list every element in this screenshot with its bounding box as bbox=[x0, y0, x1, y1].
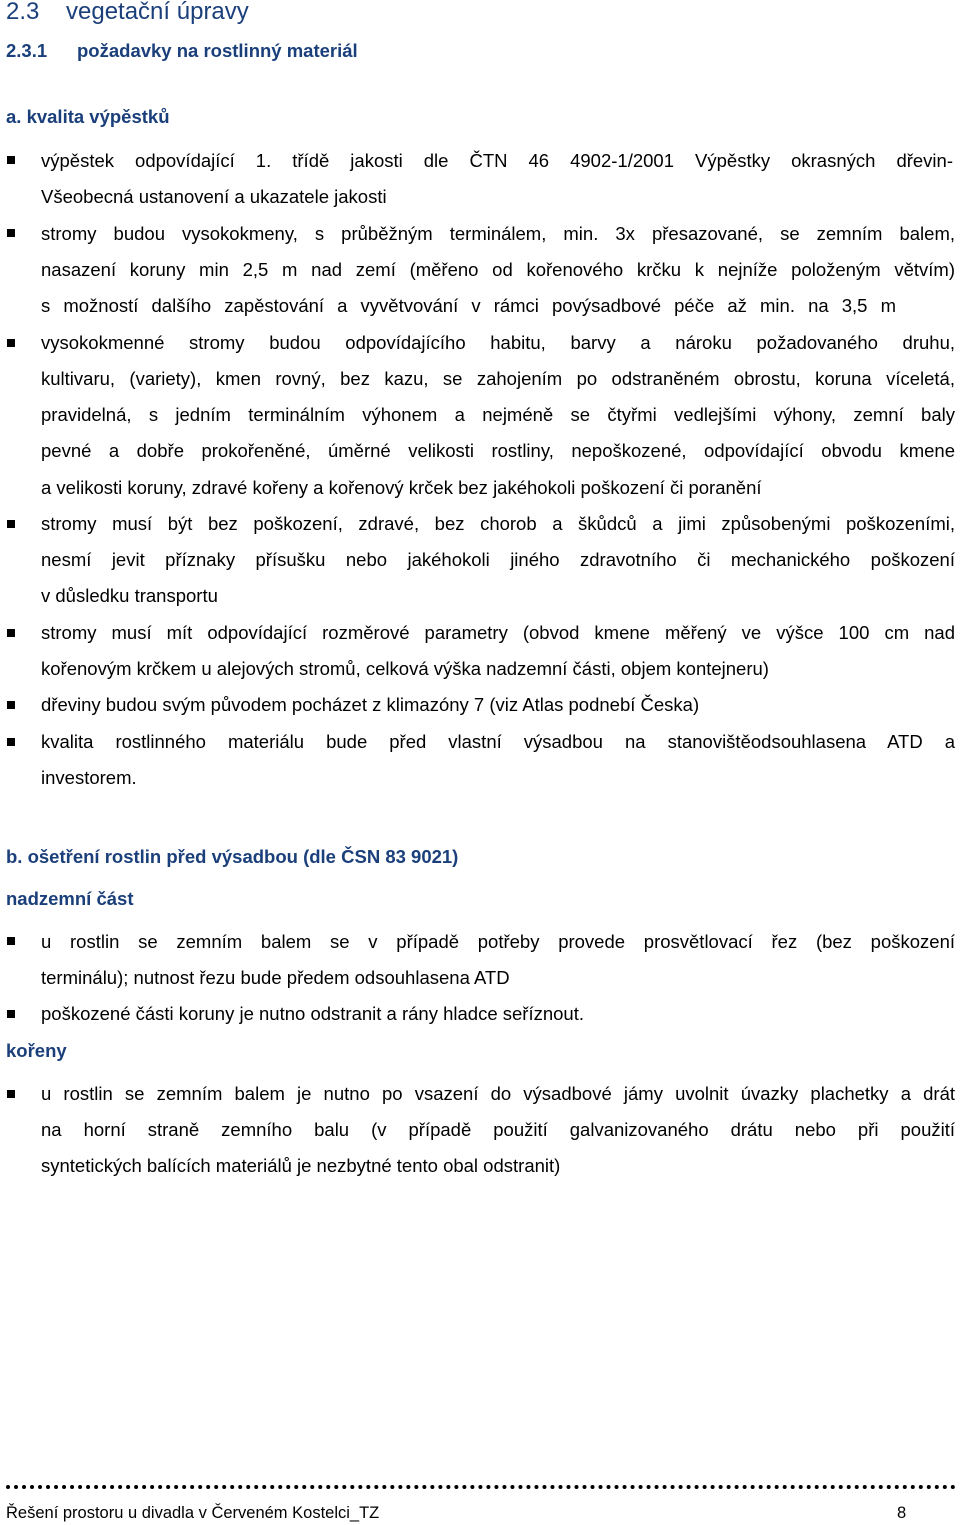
bullet-icon bbox=[7, 229, 15, 237]
item-line: dřeviny budou svým původem pocházet z klimazóny 7 (viz Atlas podnebí Česka) bbox=[41, 694, 700, 715]
item-line: investorem. bbox=[41, 767, 137, 788]
bullet-icon bbox=[7, 156, 15, 164]
bullet-icon bbox=[7, 937, 15, 945]
item-line: nasazení koruny min 2,5 m nad zemí (měřeno od kořenového krčku k nejníže položeným větvím) bbox=[41, 259, 955, 280]
section-heading bbox=[6, 0, 249, 26]
subsection-number: 2.3.1 bbox=[6, 40, 48, 61]
subsection-title: požadavky na rostlinný materiál bbox=[77, 40, 358, 61]
item-line: výpěstek odpovídající 1. třídě jakosti dle ČTN 46 4902-1/2001 Výpěstky okrasných dřevin- bbox=[41, 150, 953, 171]
item-line: vysokokmenné stromy budou odpovídajícího habitu, barvy a nároku požadovaného druhu, bbox=[41, 332, 955, 353]
page-number: 8 bbox=[897, 1504, 907, 1522]
item-line: u rostlin se zemním balem je nutno po vsazení do výsadbové jámy uvolnit úvazky plachetky a drát bbox=[41, 1083, 955, 1104]
item-line: kvalita rostlinného materiálu bude před vlastní výsadbou na stanovištěodsouhlasena ATD a bbox=[41, 731, 955, 752]
bullet-icon bbox=[7, 629, 15, 637]
bullet-icon bbox=[7, 738, 15, 746]
item-line: pevné a dobře prokořeněné, úměrné velikosti rostliny, nepoškozené, odpovídající obvodu kmene bbox=[41, 440, 955, 461]
item-line: v důsledku transportu bbox=[41, 585, 218, 606]
footer-title: Řešení prostoru u divadla v Červeném Kostelci_TZ bbox=[6, 1504, 380, 1522]
item-line: kultivaru, (variety), kmen rovný, bez kazu, se zahojením po odstraněném obrostu, koruna víceletá, bbox=[41, 368, 955, 389]
section-title: vegetační úpravy bbox=[66, 0, 249, 25]
section-a-title: a. kvalita výpěstků bbox=[6, 106, 170, 127]
item-line: u rostlin se zemním balem se v případě potřeby provede prosvětlovací řez (bez poškození bbox=[41, 931, 955, 952]
item-line: stromy musí být bez poškození, zdravé, bez chorob a škůdců a jimi způsobenými poškozeními, bbox=[41, 513, 955, 534]
bullet-icon bbox=[7, 520, 15, 528]
item-line: terminálu); nutnost řezu bude předem odsouhlasena ATD bbox=[41, 967, 510, 988]
bullet-icon bbox=[7, 1090, 15, 1098]
item-line: Všeobecná ustanovení a ukazatele jakosti bbox=[41, 186, 387, 207]
item-line: nesmí jevit příznaky přísušku nebo jakéhokoli jiného zdravotního či mechanického poškození bbox=[41, 549, 955, 570]
footer-divider bbox=[6, 1485, 956, 1489]
item-line: poškozené části koruny je nutno odstranit a rány hladce seříznout. bbox=[41, 1003, 584, 1024]
bullet-icon bbox=[7, 1010, 15, 1018]
section-number: 2.3 bbox=[6, 0, 40, 25]
bullet-icon bbox=[7, 339, 15, 347]
item-line: pravidelná, s jedním terminálním výhonem a nejméně se čtyřmi vedlejšími výhony, zemní baly bbox=[41, 404, 955, 425]
bullet-icon bbox=[7, 701, 15, 709]
item-line: stromy budou vysokokmeny, s průběžným terminálem, min. 3x přesazované, se zemním balem, bbox=[41, 223, 955, 244]
item-line: s možností dalšího zapěstování a vyvětvování v rámci povýsadbové péče až min. na 3,5 m bbox=[41, 295, 896, 316]
section-b-title: b. ošetření rostlin před výsadbou (dle ČSN 83 9021) bbox=[6, 846, 459, 867]
item-line: na horní straně zemního balu (v případě použití galvanizovaného drátu nebo při použití bbox=[41, 1119, 955, 1140]
item-line: a velikosti koruny, zdravé kořeny a kořenový krček bez jakéhokoli poškození či poranění bbox=[41, 477, 762, 498]
roots-title: kořeny bbox=[6, 1040, 67, 1061]
item-line: kořenovým krčkem u alejových stromů, celková výška nadzemní části, objem kontejneru) bbox=[41, 658, 769, 679]
item-line: stromy musí mít odpovídající rozměrové parametry (obvod kmene měřený ve výšce 100 cm nad bbox=[41, 622, 955, 643]
subsection-heading bbox=[6, 40, 358, 62]
above-ground-title: nadzemní část bbox=[6, 888, 134, 909]
item-line: syntetických balících materiálů je nezbytné tento obal odstranit) bbox=[41, 1155, 561, 1176]
